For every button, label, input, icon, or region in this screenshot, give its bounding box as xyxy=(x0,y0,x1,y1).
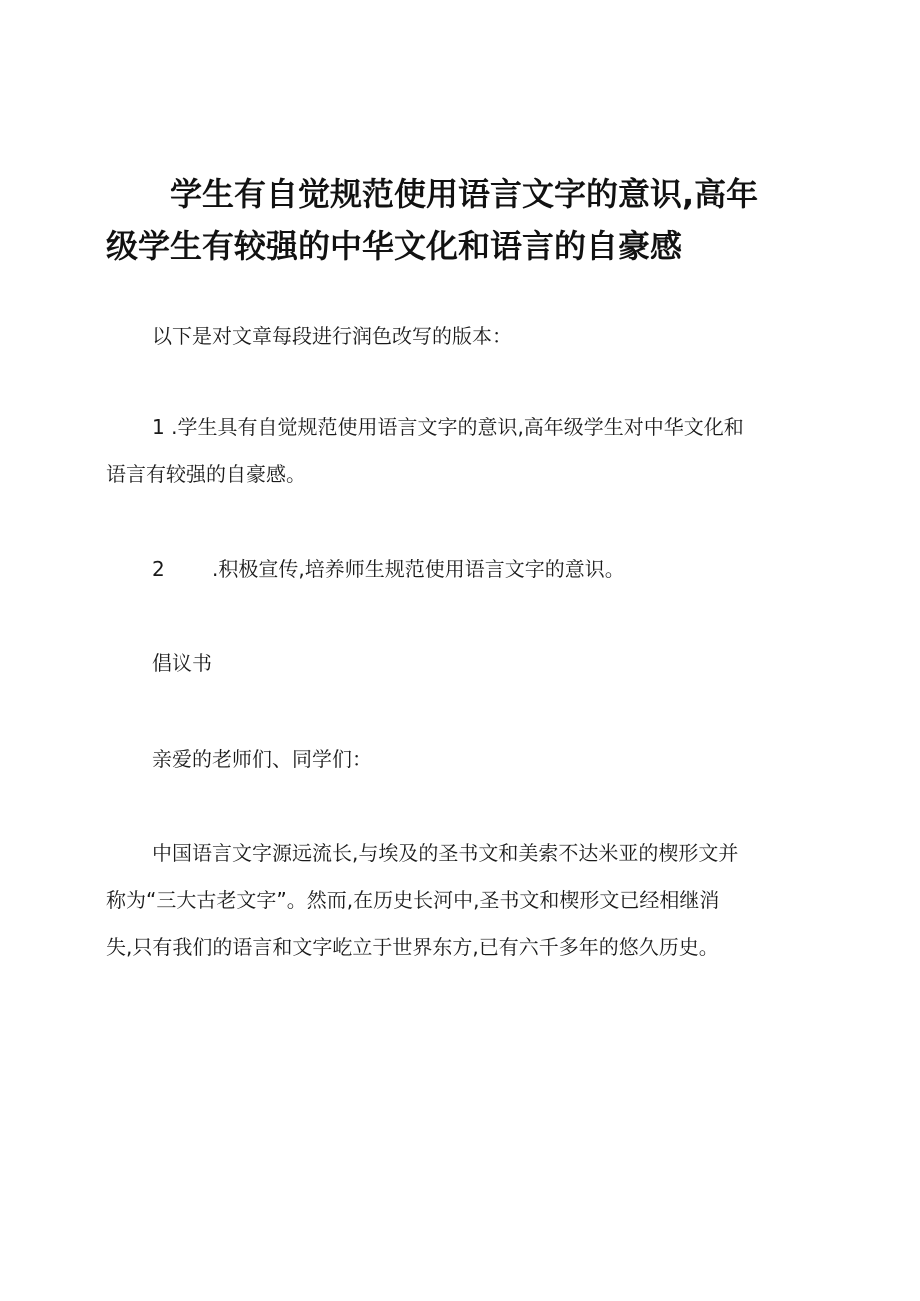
title-line-2: 级学生有较强的中华文化和语言的自豪感 xyxy=(106,227,683,265)
body-line-1: 中国语言文字源远流长,与埃及的圣书文和美索不达米亚的楔形文并 xyxy=(152,841,739,865)
body-line-3: 失,只有我们的语言和文字屹立于世界东方,已有六千多年的悠久历史。 xyxy=(106,935,719,959)
document-title xyxy=(106,168,806,272)
body-line-2: 称为“三大古老文字”。然而,在历史长河中,圣书文和楔形文已经相继消 xyxy=(106,888,720,912)
item-2-number: 2 xyxy=(152,557,165,581)
item-1-line-2: 语言有较强的自豪感。 xyxy=(106,462,306,486)
proposal-heading: 倡议书 xyxy=(152,651,212,675)
item-1-line-1: 1 .学生具有自觉规范使用语言文字的意识,高年级学生对中华文化和 xyxy=(152,415,744,439)
title-line-1: 学生有自觉规范使用语言文字的意识,高年 xyxy=(170,175,759,213)
greeting: 亲爱的老师们、同学们： xyxy=(152,747,372,771)
item-2-text: .积极宣传,培养师生规范使用语言文字的意识。 xyxy=(212,557,625,581)
intro-paragraph: 以下是对文章每段进行润色改写的版本： xyxy=(152,324,512,348)
